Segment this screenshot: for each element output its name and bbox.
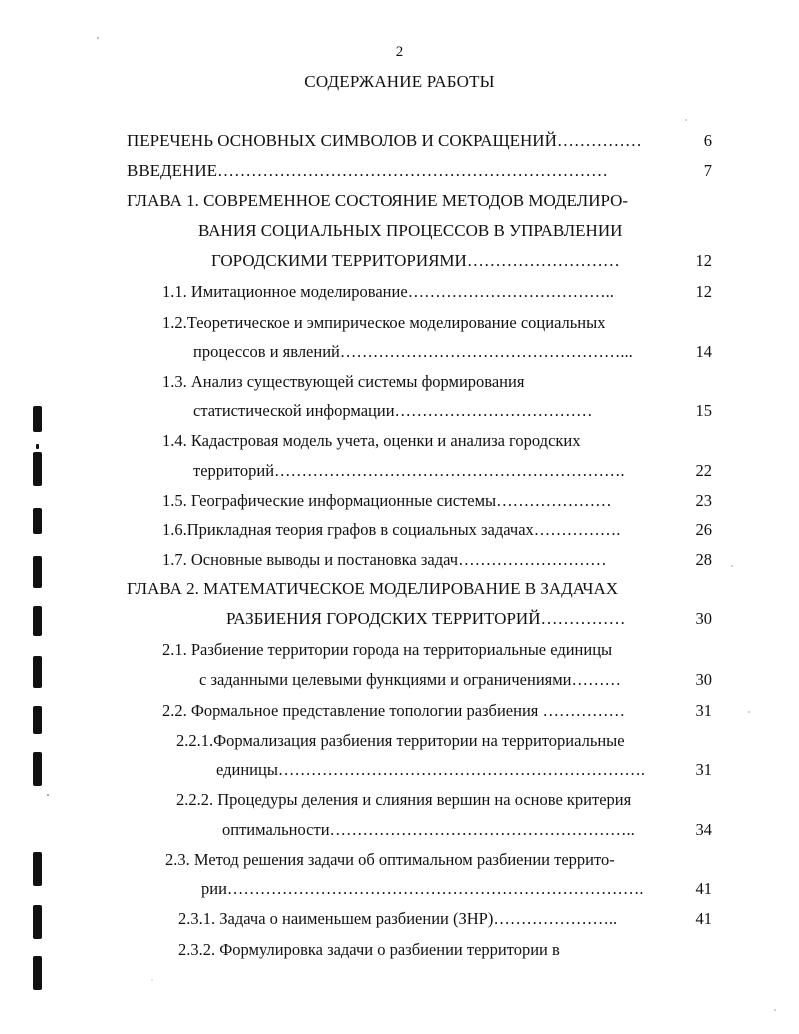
toc-line: 1.4. Кадастровая модель учета, оценки и анализа городских [162, 431, 581, 450]
toc-line: ПЕРЕЧЕНЬ ОСНОВНЫХ СИМВОЛОВ И СОКРАЩЕНИЙ…………… [127, 131, 642, 150]
toc-page-number: 41 [695, 879, 712, 898]
toc-line: 2.2.2. Процедуры деления и слияния вершин на основе критерия [176, 790, 632, 809]
toc-line: 2.2.1.Формализация разбиения территории на территориальные [176, 731, 625, 750]
toc-line: 2.3.2. Формулировка задачи о разбиении территории в [178, 940, 560, 959]
toc-page-number: 6 [703, 131, 712, 150]
toc-line: 2.3. Метод решения задачи об оптимальном разбиении террито- [165, 850, 615, 869]
toc-page-number: 14 [695, 342, 712, 361]
toc-line: 1.3. Анализ существующей системы формирования [162, 372, 525, 391]
toc-page-number: 31 [695, 701, 712, 720]
toc-line: ГОРОДСКИМИ ТЕРРИТОРИЯМИ……………………… [211, 251, 620, 270]
toc-line: 1.6.Прикладная теория графов в социальных задачах……………. [162, 520, 621, 539]
toc-line: статистической информации……………………………… [193, 401, 593, 420]
toc-page-number: 34 [695, 820, 712, 839]
toc-line: процессов и явлений……………………………………………... [193, 342, 633, 361]
toc-page-number: 30 [695, 670, 712, 689]
page-number: 2 [395, 44, 404, 60]
toc-line: ГЛАВА 1. СОВРЕМЕННОЕ СОСТОЯНИЕ МЕТОДОВ МОДЕЛИРО- [127, 191, 629, 210]
page-title: СОДЕРЖАНИЕ РАБОТЫ [304, 72, 495, 91]
toc-line: 1.5. Географические информационные системы………………… [162, 491, 612, 510]
toc-line: 1.7. Основные выводы и постановка задач……………………… [162, 550, 607, 569]
toc-line: 1.1. Имитационное моделирование……………………………….. [162, 282, 614, 301]
toc-page-number: 23 [695, 491, 712, 510]
toc-page-number: 28 [695, 550, 712, 569]
toc-page-number: 12 [695, 282, 712, 301]
toc-page-number: 12 [695, 251, 712, 270]
toc-line: территорий………………………………………………………. [193, 461, 625, 480]
toc-page-number: 15 [695, 401, 712, 420]
toc-page-number: 26 [695, 520, 712, 539]
toc-line: ВВЕДЕНИЕ…………………………………………………………… [127, 161, 608, 180]
toc-line: рии…………………………………………………………………. [201, 879, 644, 898]
toc-page-number: 7 [703, 161, 712, 180]
toc-page-number: 22 [695, 461, 712, 480]
toc-line: ГЛАВА 2. МАТЕМАТИЧЕСКОЕ МОДЕЛИРОВАНИЕ В ЗАДАЧАХ [127, 579, 619, 598]
toc-page-number: 41 [695, 909, 712, 928]
toc-line: 1.2.Теоретическое и эмпирическое моделирование социальных [162, 313, 606, 332]
toc-line: оптимальности……………………………………………….. [222, 820, 635, 839]
toc-line: 2.2. Формальное представление топологии разбиения …………… [162, 701, 625, 720]
toc-line: единицы…………………………………………………………. [216, 760, 646, 779]
toc-page-number: 31 [695, 760, 712, 779]
toc-line: ВАНИЯ СОЦИАЛЬНЫХ ПРОЦЕССОВ В УПРАВЛЕНИИ [198, 221, 623, 240]
toc-line: РАЗБИЕНИЯ ГОРОДСКИХ ТЕРРИТОРИЙ…………… [226, 609, 626, 628]
toc-line: 2.1. Разбиение территории города на территориальные единицы [162, 640, 613, 659]
toc-line: с заданными целевыми функциями и ограничениями……… [199, 670, 622, 689]
toc-line: 2.3.1. Задача о наименьшем разбиении (ЗНР)………………….. [178, 909, 618, 928]
toc-page-number: 30 [695, 609, 712, 628]
